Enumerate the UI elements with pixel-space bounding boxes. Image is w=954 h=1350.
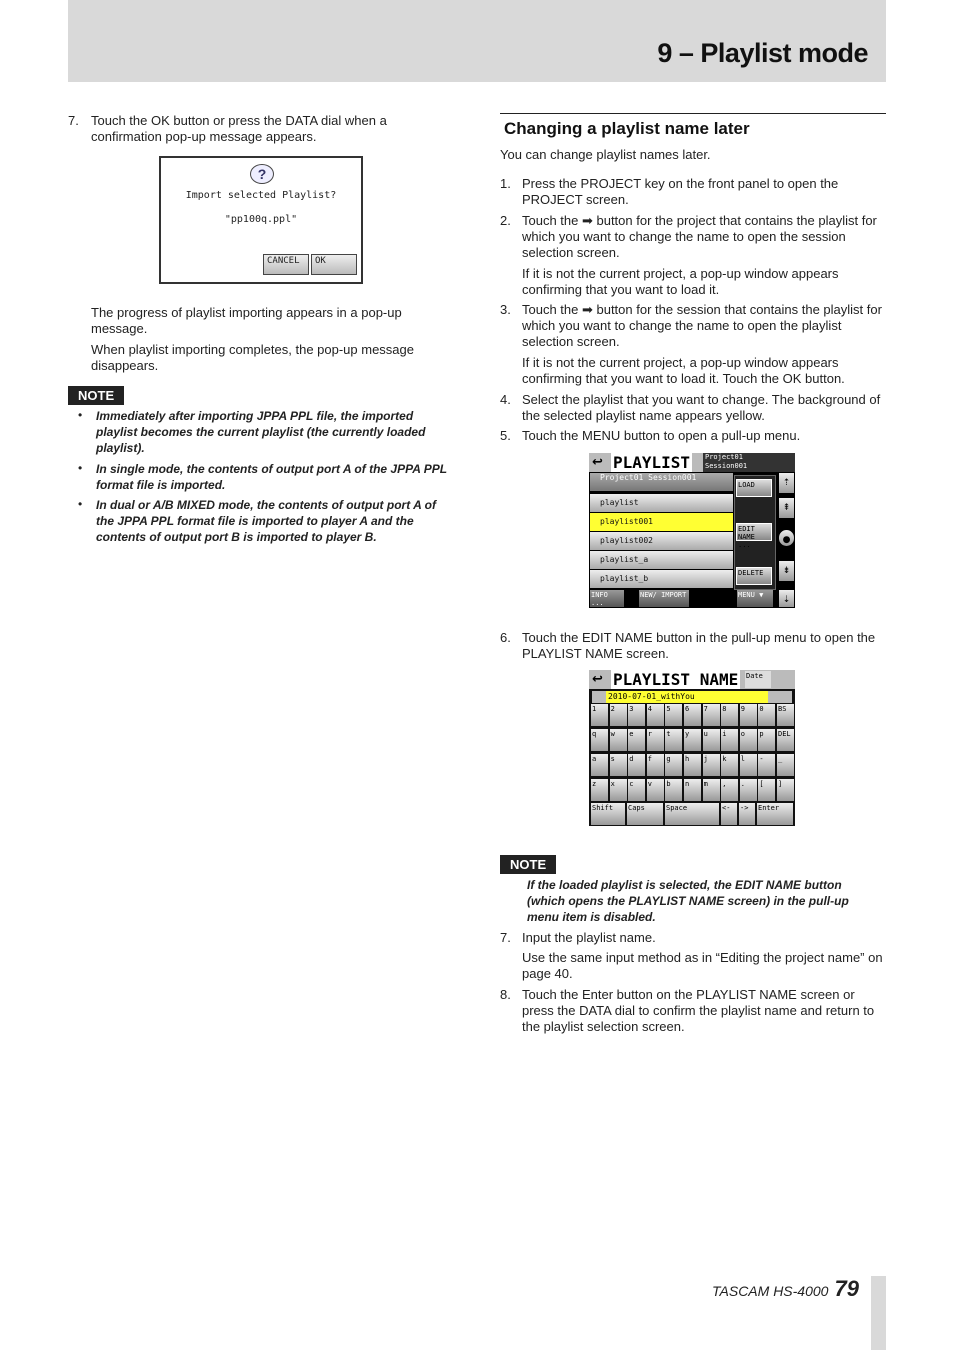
project-session-label bbox=[703, 453, 795, 472]
bullet: • bbox=[78, 408, 83, 422]
date-button[interactable]: Date bbox=[745, 671, 771, 688]
section-title: Changing a playlist name later bbox=[504, 119, 750, 138]
key[interactable]: . bbox=[740, 779, 757, 801]
page-footer bbox=[712, 1276, 859, 1302]
step-text: Select the playlist that you want to change. The background of the selected playlist name appears yellow. bbox=[522, 392, 881, 423]
bullet: • bbox=[78, 497, 83, 511]
step-text: Touch the Enter button on the PLAYLIST NAME screen or press the DATA dial to confirm the playlist name and return to the playlist selection screen. bbox=[522, 987, 875, 1034]
scroll-top-icon[interactable]: ⇡ bbox=[779, 473, 794, 493]
section-heading bbox=[500, 113, 886, 139]
step-number: 4. bbox=[500, 392, 511, 407]
key[interactable]: 1 bbox=[591, 704, 608, 726]
import-confirm-dialog bbox=[159, 156, 363, 284]
step-text: Touch the MENU button to open a pull-up menu. bbox=[522, 428, 801, 443]
key[interactable]: _ bbox=[777, 754, 794, 776]
key[interactable]: s bbox=[610, 754, 627, 776]
step-text: Touch the ➡ button for the project that contains the playlist for which you want to change the name to open the session selection screen. bbox=[522, 213, 877, 260]
title-bar bbox=[589, 670, 795, 689]
playlist-row[interactable]: playlist_a bbox=[590, 551, 733, 569]
playlist-name-input[interactable]: 2010-07-01_withYou bbox=[606, 691, 768, 703]
delete-button[interactable]: DELETE bbox=[736, 567, 772, 585]
ok-button[interactable]: OK bbox=[311, 254, 357, 275]
step-number: 5. bbox=[500, 428, 511, 443]
intro-text: You can change playlist names later. bbox=[500, 147, 711, 162]
project-name: Project01 bbox=[705, 453, 743, 461]
key[interactable]: r bbox=[647, 729, 664, 751]
scroll-up-icon[interactable]: ⇞ bbox=[779, 498, 794, 518]
dialog-message: Import selected Playlist? bbox=[185, 190, 337, 201]
key[interactable]: o bbox=[740, 729, 757, 751]
footer-tab bbox=[871, 1276, 886, 1350]
screen-title: PLAYLIST NAME bbox=[613, 670, 739, 689]
key[interactable]: n bbox=[684, 779, 701, 801]
info-button[interactable]: INFO ... bbox=[590, 590, 624, 607]
playlist-row[interactable]: playlist bbox=[590, 494, 733, 512]
note-label: NOTE bbox=[68, 386, 124, 405]
paragraph: The progress of playlist importing appears in a pop-up message. bbox=[91, 305, 402, 336]
step-number: 3. bbox=[500, 302, 511, 317]
key[interactable]: b bbox=[665, 779, 682, 801]
menu-button[interactable]: MENU ▼ bbox=[737, 590, 773, 607]
key-shift[interactable]: Shift bbox=[591, 803, 625, 825]
scroll-down-icon[interactable]: ⇟ bbox=[779, 561, 794, 581]
playlist-name-screen bbox=[589, 670, 795, 826]
return-icon[interactable]: ↩ bbox=[592, 455, 603, 470]
step-text: Input the playlist name. bbox=[522, 930, 656, 945]
key[interactable]: h bbox=[684, 754, 701, 776]
step-number: 1. bbox=[500, 176, 511, 191]
note-text: If the loaded playlist is selected, the EDIT NAME button (which opens the PLAYLIST NAME screen) in the pull-up menu item is disabled. bbox=[527, 878, 849, 924]
key[interactable]: - bbox=[758, 754, 775, 776]
step-number: 7. bbox=[500, 930, 511, 945]
page-number: 79 bbox=[834, 1276, 859, 1301]
key[interactable]: q bbox=[591, 729, 608, 751]
key-caps[interactable]: Caps bbox=[627, 803, 663, 825]
load-button[interactable]: LOAD bbox=[736, 479, 772, 497]
playlist-row-selected[interactable]: playlist001 bbox=[590, 513, 733, 531]
step-text: Touch the ➡ button for the session that contains the playlist for which you want to change the name to open the playlist selection screen. bbox=[522, 302, 882, 349]
note-label: NOTE bbox=[500, 855, 556, 874]
key[interactable]: d bbox=[628, 754, 645, 776]
key[interactable]: [ bbox=[758, 779, 775, 801]
header-bar bbox=[68, 0, 886, 82]
step-text: Press the PROJECT key on the front panel to open the PROJECT screen. bbox=[522, 176, 839, 207]
key[interactable]: e bbox=[628, 729, 645, 751]
key[interactable]: , bbox=[721, 779, 738, 801]
paragraph: When playlist importing completes, the pop-up message disappears. bbox=[91, 342, 414, 373]
playlist-screen bbox=[589, 453, 795, 608]
key[interactable]: 2 bbox=[610, 704, 627, 726]
key[interactable]: v bbox=[647, 779, 664, 801]
key[interactable]: u bbox=[703, 729, 720, 751]
step-number: 2. bbox=[500, 213, 511, 228]
key[interactable]: l bbox=[740, 754, 757, 776]
step-number: 6. bbox=[500, 630, 511, 645]
key[interactable]: 6 bbox=[684, 704, 701, 726]
key-enter[interactable]: Enter bbox=[757, 803, 793, 825]
product-name: TASCAM HS-4000 bbox=[712, 1283, 829, 1299]
key[interactable]: t bbox=[665, 729, 682, 751]
dialog-filename: "pp100q.ppl" bbox=[224, 214, 298, 225]
key-[interactable]: <- bbox=[721, 803, 737, 825]
playlist-row[interactable]: playlist_b bbox=[590, 570, 733, 588]
key[interactable]: y bbox=[684, 729, 701, 751]
step-subtext: If it is not the current project, a pop-up window appears confirming that you want to load it. Touch the OK button. bbox=[522, 355, 845, 386]
note-bullet: In dual or A/B MIXED mode, the contents of output port A of the JPPA PPL format file is imported to player A and the contents of output port B is imported to player B. bbox=[96, 498, 436, 544]
edit-name-button[interactable]: EDIT NAME ... bbox=[736, 523, 772, 541]
key[interactable]: 8 bbox=[721, 704, 738, 726]
key[interactable]: p bbox=[758, 729, 775, 751]
key[interactable]: k bbox=[721, 754, 738, 776]
step-subtext: If it is not the current project, a pop-up window appears confirming that you want to load it. bbox=[522, 266, 839, 297]
note-bullet: Immediately after importing JPPA PPL file, the imported playlist becomes the current playlist (the currently loaded playlist). bbox=[96, 409, 426, 455]
question-icon: ? bbox=[250, 164, 274, 184]
key[interactable]: c bbox=[628, 779, 645, 801]
page-title: 9 – Playlist mode bbox=[657, 38, 868, 68]
step-number: 7. bbox=[68, 113, 79, 128]
key[interactable]: m bbox=[703, 779, 720, 801]
key[interactable]: j bbox=[703, 754, 720, 776]
cancel-button[interactable]: CANCEL bbox=[263, 254, 309, 275]
note-bullet: In single mode, the contents of output port A of the JPPA PPL format file is imported. bbox=[96, 462, 447, 492]
step-subtext: Use the same input method as in “Editing the project name” on page 40. bbox=[522, 950, 883, 981]
key[interactable]: 9 bbox=[740, 704, 757, 726]
key[interactable]: 3 bbox=[628, 704, 645, 726]
key[interactable]: a bbox=[591, 754, 608, 776]
key-[interactable]: -> bbox=[739, 803, 755, 825]
key[interactable]: BS bbox=[777, 704, 794, 726]
key[interactable]: 5 bbox=[665, 704, 682, 726]
bullet: • bbox=[78, 461, 83, 475]
key[interactable]: 7 bbox=[703, 704, 720, 726]
key-space[interactable]: Space bbox=[665, 803, 719, 825]
new-import-button[interactable]: NEW/ IMPORT bbox=[639, 590, 689, 607]
scroll-bottom-icon[interactable]: ⇣ bbox=[779, 590, 794, 607]
key[interactable]: DEL bbox=[777, 729, 794, 751]
key[interactable]: ] bbox=[777, 779, 794, 801]
key[interactable]: w bbox=[610, 729, 627, 751]
scroll-thumb-icon[interactable]: ● bbox=[779, 530, 794, 546]
step-number: 8. bbox=[500, 987, 511, 1002]
step-text: Touch the EDIT NAME button in the pull-up menu to open the PLAYLIST NAME screen. bbox=[522, 630, 876, 661]
key[interactable]: f bbox=[647, 754, 664, 776]
step-text: Touch the OK button or press the DATA dial when a confirmation pop-up message appears. bbox=[91, 113, 387, 144]
key[interactable]: i bbox=[721, 729, 738, 751]
screen-title: PLAYLIST bbox=[613, 453, 691, 472]
key[interactable]: 0 bbox=[758, 704, 775, 726]
key[interactable]: z bbox=[591, 779, 608, 801]
session-row: Project01 Session001 bbox=[590, 473, 733, 491]
key[interactable]: g bbox=[665, 754, 682, 776]
playlist-row[interactable]: playlist002 bbox=[590, 532, 733, 550]
key[interactable]: 4 bbox=[647, 704, 664, 726]
key[interactable]: x bbox=[610, 779, 627, 801]
return-icon[interactable]: ↩ bbox=[592, 672, 603, 687]
title-bar bbox=[589, 453, 795, 472]
session-name: Session001 bbox=[705, 462, 748, 470]
